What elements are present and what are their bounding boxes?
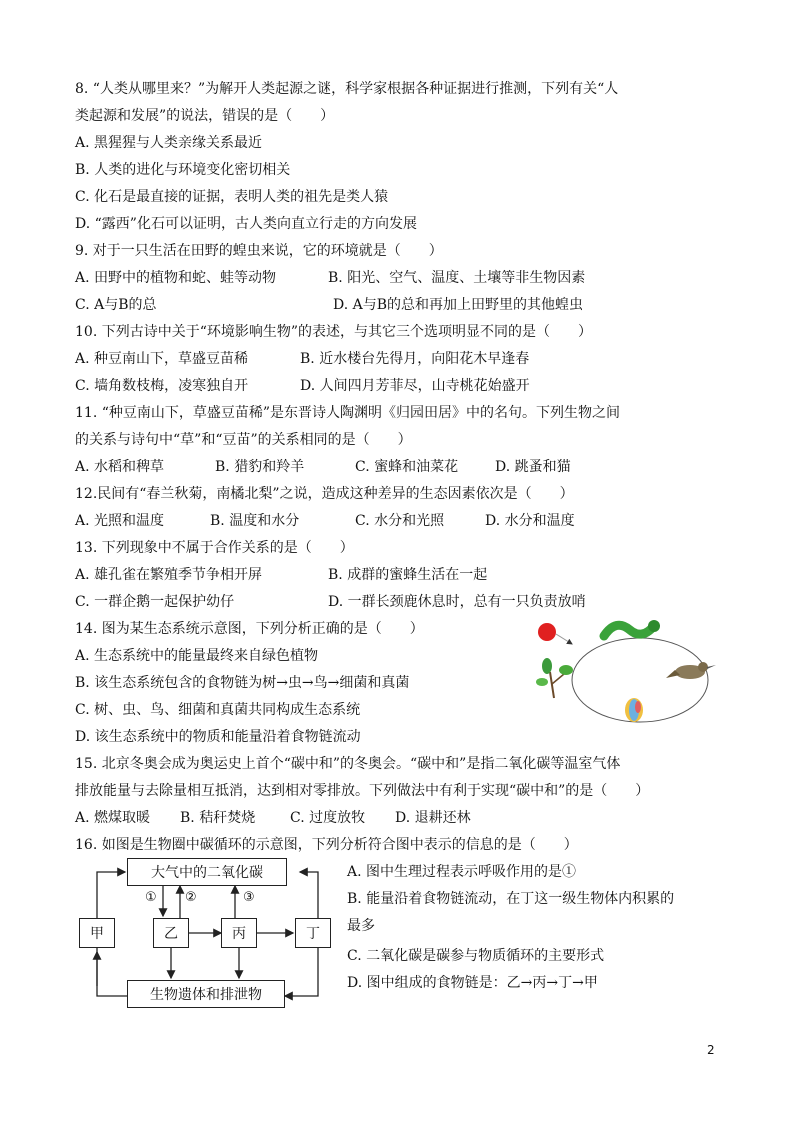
ecosystem-diagram [530,612,730,730]
q8-option-a: A. 黑猩猩与人类亲缘关系最近 [75,135,263,151]
q15-option-c: C. 过度放牧 [290,810,366,826]
q8-option-b: B. 人类的进化与环境变化密切相关 [75,162,291,178]
q10-option-a: A. 种豆南山下，草盛豆苗稀 [75,351,249,367]
process-label-3: ③ [243,890,255,905]
box-remains-and-excreta: 生物遗体和排泄物 [127,980,285,1008]
q14-option-b: B. 该生态系统包含的食物链为树→虫→鸟→细菌和真菌 [75,675,410,691]
q15-option-a: A. 燃煤取暖 [75,810,151,826]
process-label-1: ① [145,890,157,905]
q13-option-d: D. 一群长颈鹿休息时，总有一只负责放哨 [328,594,586,610]
q10-option-c: C. 墙角数枝梅，凌寒独自开 [75,378,249,394]
q12-option-c: C. 水分和光照 [355,513,445,529]
q14-option-d: D. 该生态系统中的物质和能量沿着食物链流动 [75,729,361,745]
q16-option-a: A. 图中生理过程表示呼吸作用的是① [347,864,577,880]
sun-icon [538,623,572,644]
page-number: 2 [707,1043,715,1057]
q15-option-d: D. 退耕还林 [395,810,471,826]
q9-option-d: D. A与B的总和再加上田野里的其他蝗虫 [333,297,584,313]
q11-option-a: A. 水稻和稗草 [75,459,165,475]
q8-option-d: D. “露西”化石可以证明，古人类向直立行走的方向发展 [75,216,417,232]
q13-option-c: C. 一群企鹅一起保护幼仔 [75,594,235,610]
bacteria-fungi-icon [625,698,643,722]
q16-stem: 16. 如图是生物圈中碳循环的示意图，下列分析符合图中表示的信息的是（ ） [75,837,578,853]
q15-stem-line2: 排放能量与去除量相互抵消，达到相对零排放。下列做法中有利于实现“碳中和”的是（ ） [75,783,650,799]
q16-option-b-line2: 最多 [347,918,375,934]
q12-stem: 12.民间有“春兰秋菊，南橘北梨”之说，造成这种差异的生态因素依次是（ ） [75,486,574,502]
q13-option-a: A. 雄孔雀在繁殖季节争相开屏 [75,567,263,583]
q16-option-d: D. 图中组成的食物链是：乙→丙→丁→甲 [347,975,598,991]
q15-stem-line1: 15. 北京冬奥会成为奥运史上首个“碳中和”的冬奥会。“碳中和”是指二氧化碳等温室气体 [75,756,621,772]
q12-option-b: B. 温度和水分 [210,513,300,529]
box-jia: 甲 [79,918,115,948]
q8-stem-line2: 类起源和发展”的说法，错误的是（ ） [75,108,335,124]
q11-option-c: C. 蜜蜂和油菜花 [355,459,459,475]
q9-option-a: A. 田野中的植物和蛇、蛙等动物 [75,270,277,286]
q10-option-b: B. 近水楼台先得月，向阳花木早逢春 [300,351,530,367]
q9-option-c: C. A与B的总 [75,297,157,313]
process-label-2: ② [185,890,197,905]
q13-stem: 13. 下列现象中不属于合作关系的是（ ） [75,540,354,556]
tree-sprout-icon [536,658,573,698]
box-atmospheric-co2: 大气中的二氧化碳 [127,858,287,886]
q11-stem-line1: 11. “种豆南山下，草盛豆苗稀”是东晋诗人陶渊明《归园田居》中的名句。下列生物之间 [75,405,621,421]
q12-option-d: D. 水分和温度 [485,513,575,529]
q14-stem: 14. 图为某生态系统示意图，下列分析正确的是（ ） [75,621,424,637]
q14-option-c: C. 树、虫、鸟、细菌和真菌共同构成生态系统 [75,702,361,718]
box-yi: 乙 [153,918,189,948]
q9-option-b: B. 阳光、空气、温度、土壤等非生物因素 [328,270,586,286]
q14-option-a: A. 生态系统中的能量最终来自绿色植物 [75,648,319,664]
q11-stem-line2: 的关系与诗句中“草”和“豆苗”的关系相同的是（ ） [75,432,412,448]
q10-stem: 10. 下列古诗中关于“环境影响生物”的表述，与其它三个选项明显不同的是（ ） [75,324,593,340]
q16-option-b-line1: B. 能量沿着食物链流动，在丁这一级生物体内积累的 [347,891,675,907]
box-bing: 丙 [221,918,257,948]
q11-option-b: B. 猎豹和羚羊 [215,459,305,475]
caterpillar-icon [604,620,660,636]
q11-option-d: D. 跳蚤和猫 [495,459,571,475]
q9-stem: 9. 对于一只生活在田野的蝗虫来说，它的环境就是（ ） [75,243,443,259]
q12-option-a: A. 光照和温度 [75,513,165,529]
q15-option-b: B. 秸秆焚烧 [180,810,256,826]
q8-option-c: C. 化石是最直接的证据，表明人类的祖先是类人猿 [75,189,389,205]
box-ding: 丁 [295,918,331,948]
q13-option-b: B. 成群的蜜蜂生活在一起 [328,567,488,583]
carbon-cycle-diagram [75,852,340,1002]
bird-icon [666,662,716,679]
q10-option-d: D. 人间四月芳菲尽，山寺桃花始盛开 [300,378,530,394]
q16-option-c: C. 二氧化碳是碳参与物质循环的主要形式 [347,948,605,964]
q8-stem-line1: 8. “人类从哪里来？”为解开人类起源之谜，科学家根据各种证据进行推测，下列有关“人 [75,81,619,97]
